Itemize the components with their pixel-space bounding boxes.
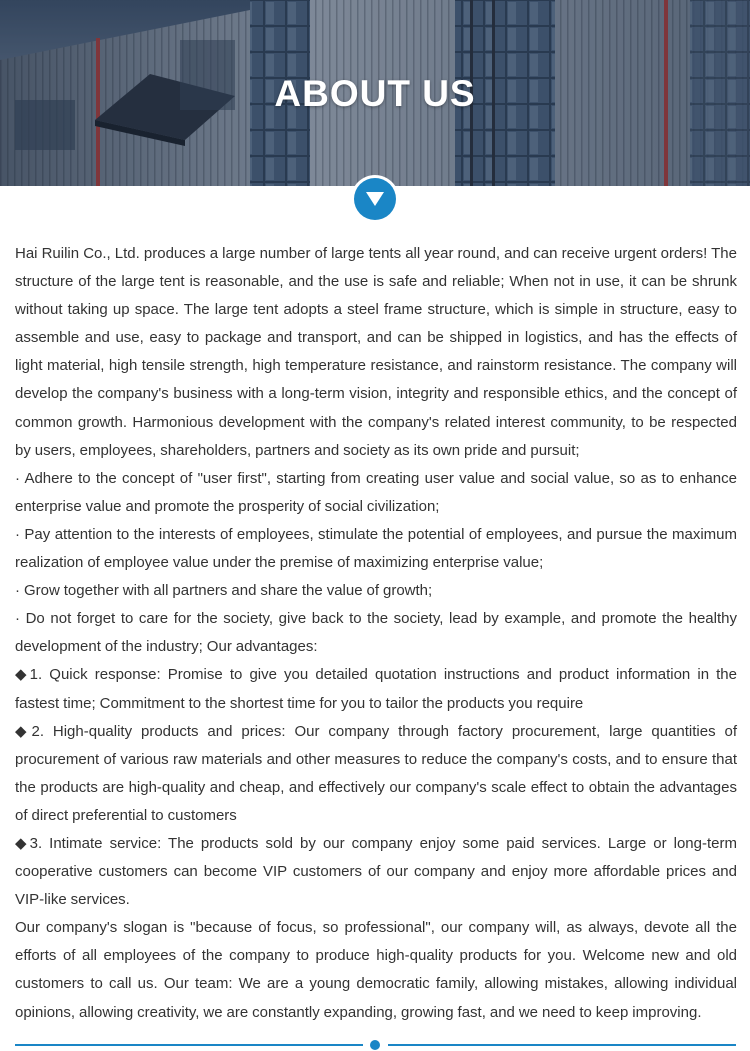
chevron-down-icon: [365, 191, 385, 207]
slogan-paragraph: Our company's slogan is "because of focus, so professional", our company will, as always, devote all the efforts of all employees of the company to produce high-quality products for you. Welcome new and old customers to call us. Our team: We are a young democratic family, allowing mistakes, allowing individual opinions, allowing creativity, we are constantly expanding, growing fast, and we need to keep improving.: [15, 919, 737, 1021]
advantage-service: ◆3. Intimate service: The products sold by our company enjoy some paid services. Large or long-term cooperative customers can become VIP customers of our company and enjoy more affordable prices and VIP-like services.: [15, 834, 737, 909]
principle-employees: · Pay attention to the interests of employees, stimulate the potential of employees, and pursue the maximum realization of employee value under the premise of maximizing enterprise value;: [15, 525, 737, 572]
principle-partners: · Grow together with all partners and share the value of growth;: [15, 582, 433, 600]
page-title: ABOUT US: [274, 73, 476, 114]
advantage-quality-price: ◆2. High-quality products and prices: Our company through factory procurement, large quantities of procurement of various raw materials and other measures to reduce the company's costs, and to ensure that the products are high-quality and cheap, and effectively our company's scale effect to obtain the advantages of direct preferential to customers: [15, 722, 737, 824]
intro-paragraph: Hai Ruilin Co., Ltd. produces a large number of large tents all year round, and can receive urgent orders! The structure of the large tent is reasonable, and the use is safe and reliable; When not in use, it can be shrunk without taking up space. The large tent adopts a steel frame structure, which is simple in structure, easy to assemble and use, easy to package and transport, and can be shipped in logistics, and has the effects of light material, high tensile strength, high temperature resistance, and rainstorm resistance. The company will develop the company's business with a long-term vision, integrity and responsible ethics, and the concept of common growth. Harmonious development with the company's related interest community, to be respected by users, employees, shareholders, partners and society as its own pride and pursuit;: [15, 245, 737, 459]
hero-banner: [0, 0, 750, 186]
divider-dot-icon: [370, 1040, 380, 1050]
divider-line-right: [388, 1044, 736, 1046]
divider-line-left: [15, 1044, 363, 1046]
principle-user-first: · Adhere to the concept of "user first", starting from creating user value and social value, so as to enhance enterprise value and promote the prosperity of social civilization;: [15, 469, 737, 515]
advantage-quick-response: ◆1. Quick response: Promise to give you detailed quotation instructions and product information in the fastest time; Commitment to the shortest time for you to tailor the products you require: [15, 666, 737, 712]
scroll-down-button[interactable]: [351, 175, 399, 223]
bottom-divider: [15, 1039, 736, 1051]
principle-society: · Do not forget to care for the society, give back to the society, lead by example, and promote the healthy development of the industry; Our advantages:: [15, 610, 737, 656]
arrow-circle: [354, 178, 396, 220]
about-content: [15, 240, 737, 1027]
